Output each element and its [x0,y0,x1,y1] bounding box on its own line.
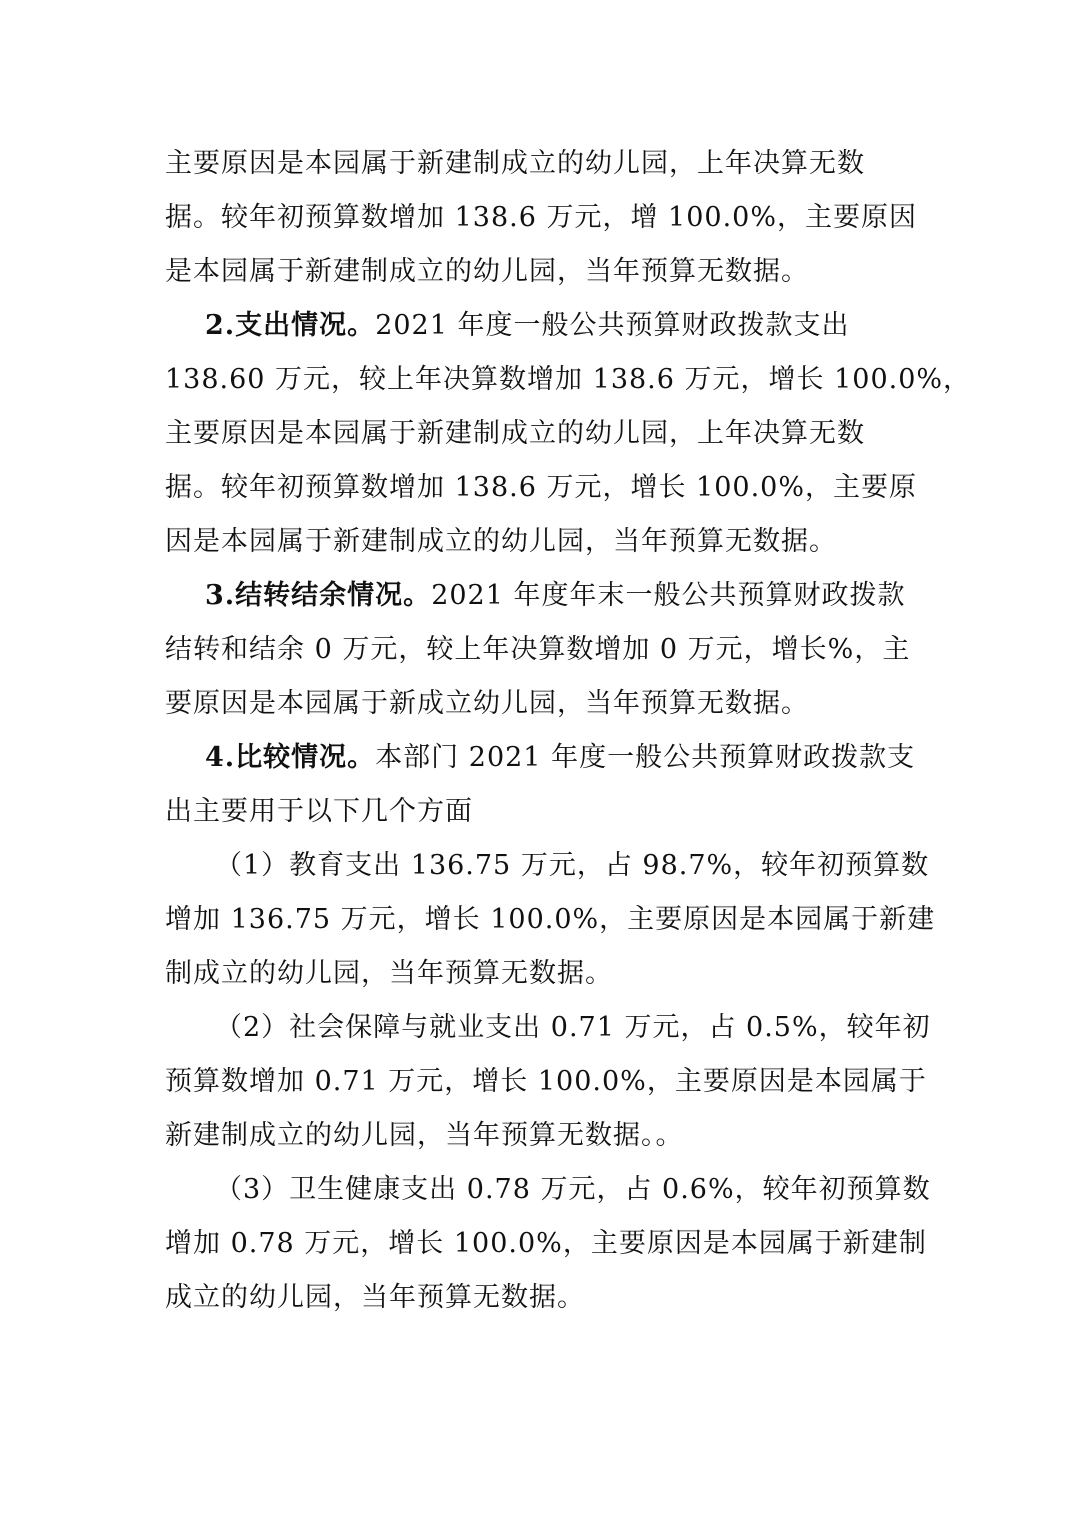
section-text: 本部门 2021 年度一般公共预算财政拨款支 [375,742,916,773]
section-2-first-line [205,306,849,346]
list-item-health: （3）卫生健康支出 0.78 万元，占 0.6%，较年初预算数 [215,1174,931,1205]
body-text-line: 制成立的幼儿园，当年预算无数据。 [165,958,613,989]
list-item-education: （1）教育支出 136.75 万元，占 98.7%，较年初预算数 [215,850,930,881]
body-text-line: 新建制成立的幼儿园，当年预算无数据。。 [165,1120,684,1151]
list-item-social-security: （2）社会保障与就业支出 0.71 万元，占 0.5%，较年初 [215,1012,931,1043]
body-text-line: 增加 0.78 万元，增长 100.0%，主要原因是本园属于新建制 [165,1228,927,1259]
section-heading-carryover: 3.结转结余情况。 [205,580,432,611]
body-text-line: 预算数增加 0.71 万元，增长 100.0%，主要原因是本园属于 [165,1066,927,1097]
body-text-line: 成立的幼儿园，当年预算无数据。 [165,1282,585,1313]
section-heading-comparison: 4.比较情况。 [205,742,376,773]
body-text-line: 主要原因是本园属于新建制成立的幼儿园，上年决算无数 [165,148,865,179]
body-text-line: 138.60 万元，较上年决算数增加 138.6 万元，增长 100.0%， [165,364,972,395]
body-text-line: 因是本园属于新建制成立的幼儿园，当年预算无数据。 [165,526,837,557]
body-text-line: 要原因是本园属于新成立幼儿园，当年预算无数据。 [165,688,809,719]
section-text: 2021 年度年末一般公共预算财政拨款 [431,580,906,611]
body-text-line: 出主要用于以下几个方面 [165,796,473,827]
body-text-line: 是本园属于新建制成立的幼儿园，当年预算无数据。 [165,256,809,287]
body-text-line: 主要原因是本园属于新建制成立的幼儿园，上年决算无数 [165,418,865,449]
body-text-line: 据。较年初预算数增加 138.6 万元，增长 100.0%，主要原 [165,472,917,503]
section-4-first-line [205,738,915,778]
section-heading-expenditure: 2.支出情况。 [205,310,376,341]
section-text: 2021 年度一般公共预算财政拨款支出 [375,310,850,341]
body-text-line: 结转和结余 0 万元，较上年决算数增加 0 万元，增长%，主 [165,634,911,665]
body-text-line: 增加 136.75 万元，增长 100.0%，主要原因是本园属于新建 [165,904,936,935]
body-text-line: 据。较年初预算数增加 138.6 万元，增 100.0%，主要原因 [165,202,917,233]
section-3-first-line [205,576,905,616]
